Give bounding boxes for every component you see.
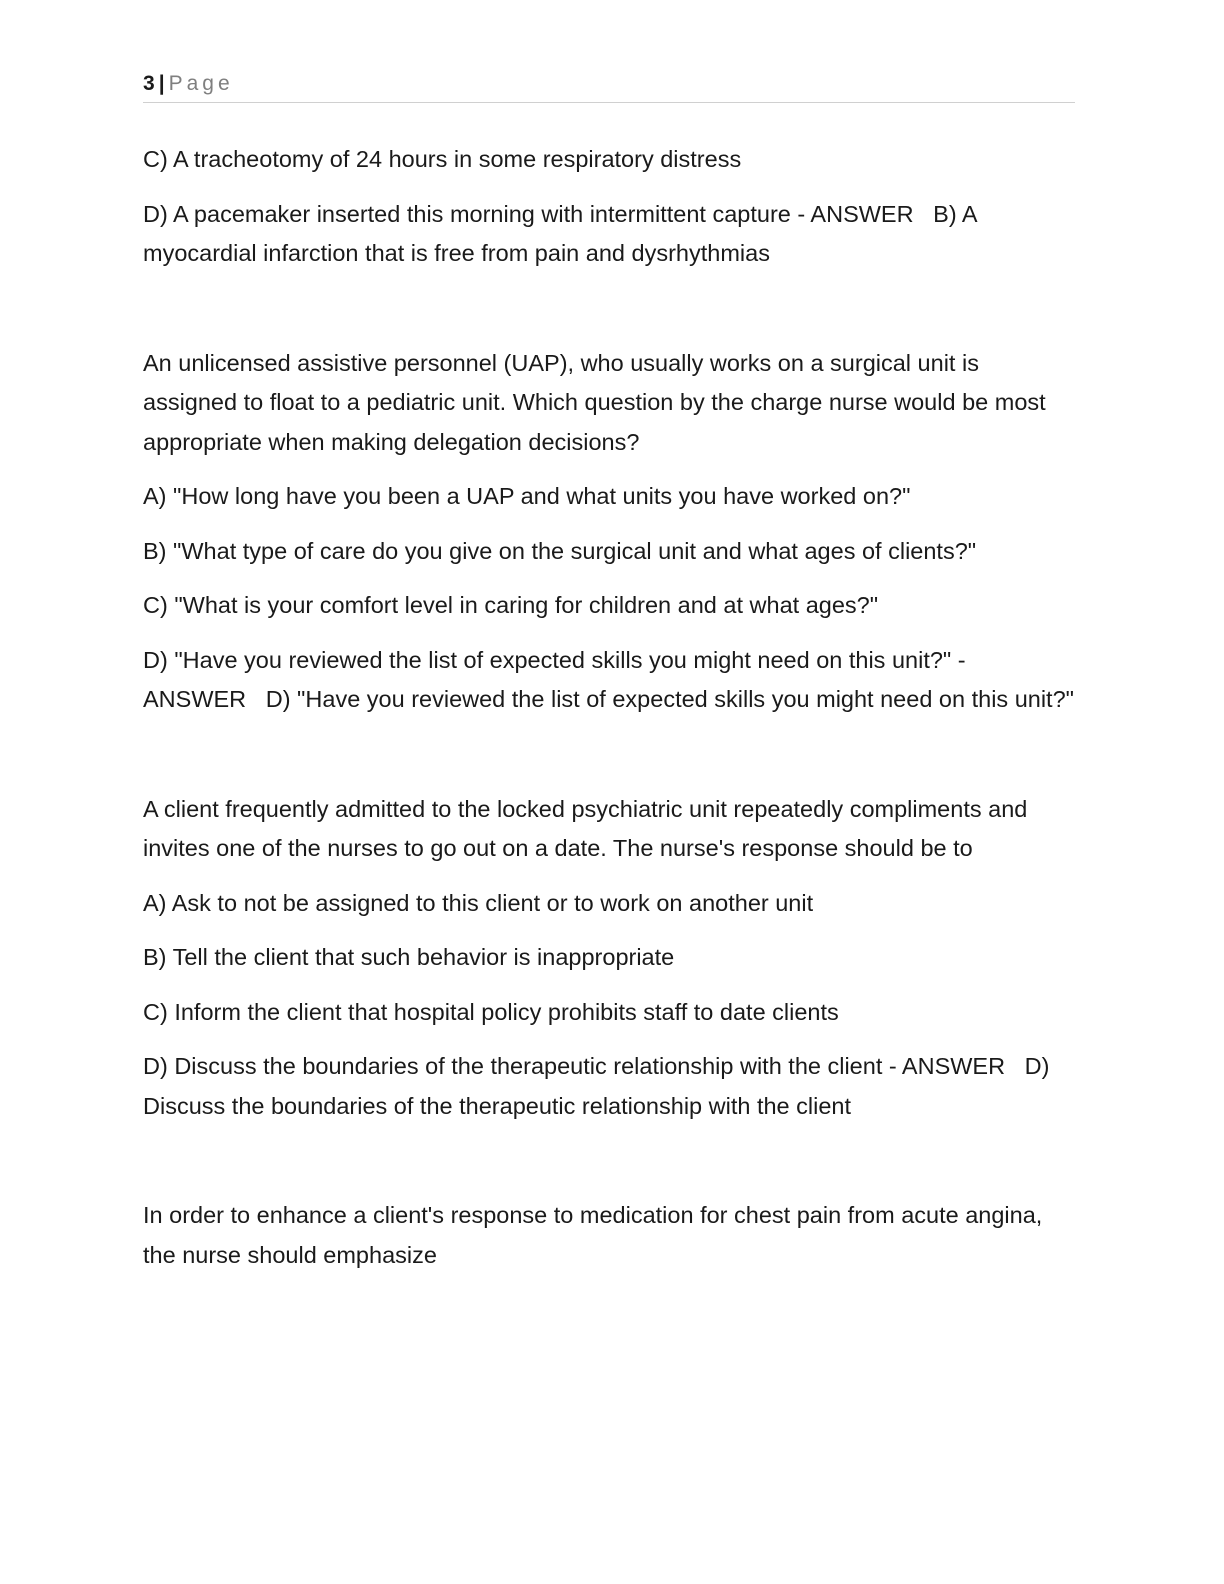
paragraph: A) Ask to not be assigned to this client or to work on another unit xyxy=(143,889,814,916)
page-header xyxy=(143,72,1075,103)
document-page xyxy=(143,0,1075,1584)
paragraph: An unlicensed assistive personnel (UAP), who usually works on a surgical unit is assigned to float to a pediatric unit. Which question by the charge nurse would be most appropriate when making delegation decisions? xyxy=(143,349,1046,455)
paragraph: D) A pacemaker inserted this morning with intermittent capture - ANSWER B) A myocardial infarction that is free from pain and dysrhythmias xyxy=(143,200,977,266)
paragraph: C) "What is your comfort level in caring for children and at what ages?" xyxy=(143,592,879,618)
paragraph-gap xyxy=(143,1141,1075,1196)
paragraph: C) Inform the client that hospital policy prohibits staff to date clients xyxy=(143,998,839,1025)
paragraph: In order to enhance a client's response to medication for chest pain from acute angina, the nurse should emphasize xyxy=(143,1202,1043,1268)
paragraph: B) Tell the client that such behavior is inappropriate xyxy=(143,944,675,970)
page-number: 3 xyxy=(143,72,155,95)
paragraph: A) "How long have you been a UAP and what units you have worked on?" xyxy=(143,483,911,509)
paragraph: D) "Have you reviewed the list of expected skills you might need on this unit?" - ANSWER D) "Have you reviewed the list of expected skills you might need on this unit?" xyxy=(143,646,1074,712)
paragraph: B) "What type of care do you give on the surgical unit and what ages of clients?" xyxy=(143,537,977,564)
paragraph: A client frequently admitted to the locked psychiatric unit repeatedly compliments and invites one of the nurses to go out on a date. The nurse's response should be to xyxy=(143,795,1028,861)
paragraph: D) Discuss the boundaries of the therapeutic relationship with the client - ANSWER D) Discuss the boundaries of the therapeutic relationship with the client xyxy=(143,1053,1050,1119)
paragraph-gap xyxy=(143,289,1075,344)
header-separator: | xyxy=(158,72,165,95)
page-label: Page xyxy=(168,72,234,95)
document-body xyxy=(143,140,1075,1290)
paragraph: C) A tracheotomy of 24 hours in some respiratory distress xyxy=(143,146,742,172)
paragraph-gap xyxy=(143,735,1075,790)
